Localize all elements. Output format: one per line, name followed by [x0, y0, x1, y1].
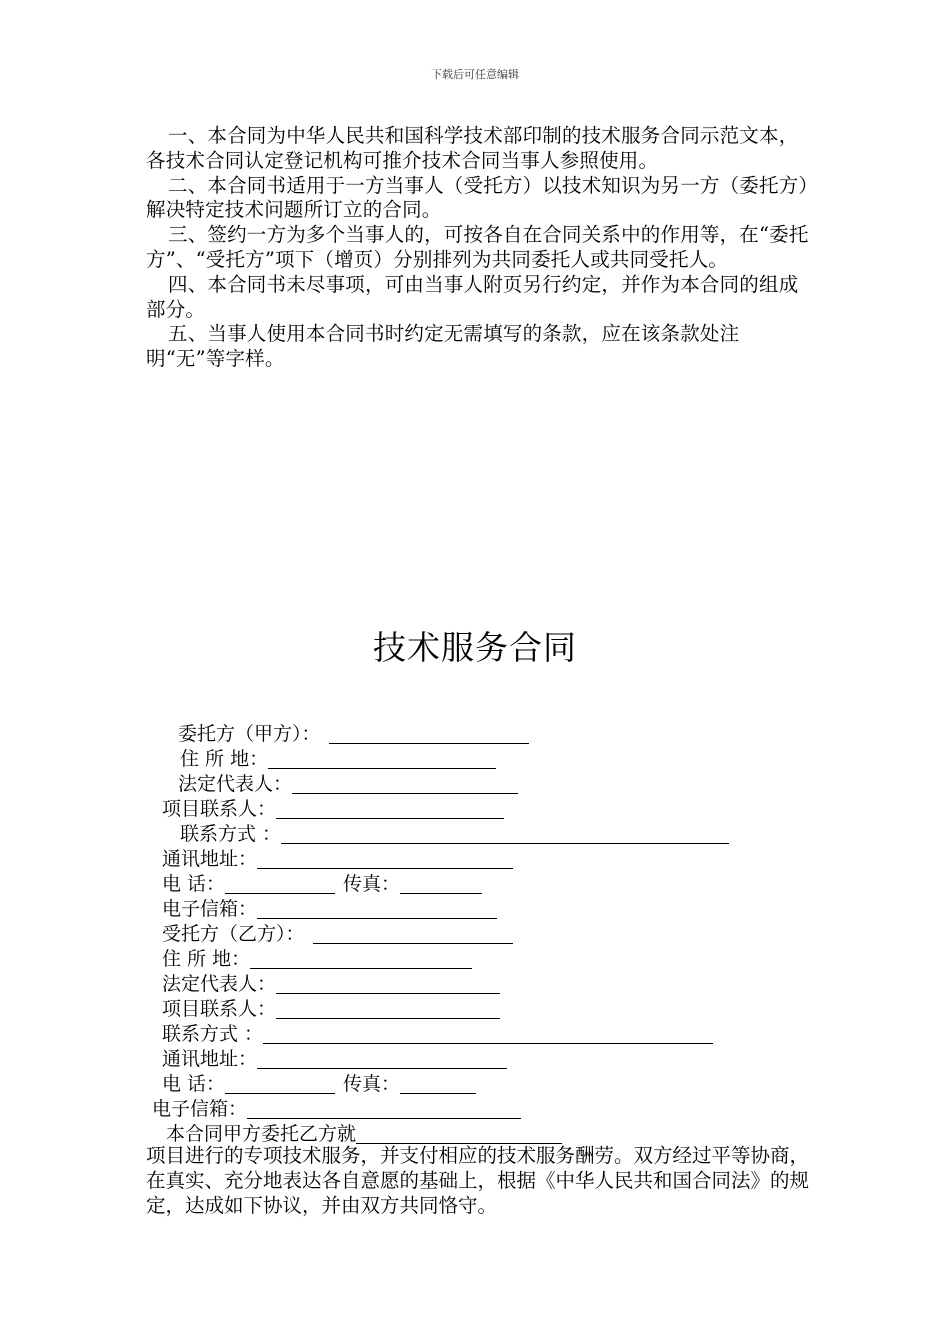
closing-body: 项目进行的专项技术服务，并支付相应的技术服务酬劳。双方经过平等协商，在真实、充分地表达各自意愿的基础上，根据《中华人民共和国合同法》的规定，达成如下协议，并由双方共同恪守。 [146, 1144, 810, 1217]
party-a-label: 委托方（甲方）： [178, 723, 321, 745]
party-a-email-row [162, 897, 497, 922]
party-b-phone-label: 电 话： [162, 1073, 226, 1095]
party-a-address-label: 住 所 地： [180, 748, 269, 770]
party-a-contact-person-field[interactable] [276, 798, 504, 819]
party-b-phone-row [162, 1072, 476, 1097]
closing-intro: 本合同甲方委托乙方就 [166, 1123, 357, 1145]
party-b-fax-field[interactable] [400, 1073, 476, 1094]
party-a-legal-rep-row [178, 772, 518, 797]
party-b-legal-rep-field[interactable] [276, 973, 500, 994]
party-b-email-field[interactable] [247, 1098, 521, 1119]
party-a-fax-label: 传真： [343, 873, 401, 895]
party-b-contact-method-field[interactable] [263, 1023, 713, 1044]
party-b-row [162, 922, 513, 947]
note-4: 四、本合同书未尽事项，可由当事人附页另行约定，并作为本合同的组成部分。 [146, 272, 799, 321]
party-a-fax-field[interactable] [400, 873, 482, 894]
party-a-legal-rep-field[interactable] [292, 773, 518, 794]
usage-notes [146, 124, 814, 372]
party-a-contact-person-row [162, 797, 504, 822]
contract-title: 技术服务合同 [373, 628, 577, 667]
party-b-name-field[interactable] [313, 923, 513, 944]
party-a-legal-rep-label: 法定代表人： [178, 773, 293, 795]
party-b-contact-person-label: 项目联系人： [162, 998, 277, 1020]
party-a-mail-address-row [162, 847, 513, 872]
party-a-row [178, 722, 529, 747]
note-1: 一、本合同为中华人民共和国科学技术部印制的技术服务合同示范文本，各技术合同认定登记机构可推介技术合同当事人参照使用。 [146, 124, 799, 172]
party-a-contact-method-label: 联系方式 ： [180, 823, 282, 845]
party-b-legal-rep-row [162, 972, 500, 997]
page-header: 下载后可任意编辑 [431, 68, 519, 81]
party-b-phone-field[interactable] [225, 1073, 335, 1094]
note-3: 三、签约一方为多个当事人的，可按各自在合同关系中的作用等，在“委托方”、“受托方”项下（增页）分别排列为共同委托人或共同受托人。 [146, 223, 809, 271]
party-a-mail-address-label: 通讯地址： [162, 848, 258, 870]
party-a-phone-label: 电 话： [162, 873, 226, 895]
party-b-address-row [162, 947, 472, 972]
party-a-email-field[interactable] [257, 898, 497, 919]
party-a-address-row [180, 747, 496, 772]
party-a-contact-method-field[interactable] [281, 823, 729, 844]
party-a-phone-row [162, 872, 482, 897]
party-a-phone-field[interactable] [225, 873, 335, 894]
party-b-legal-rep-label: 法定代表人： [162, 973, 277, 995]
party-b-contact-method-label: 联系方式 ： [162, 1023, 264, 1045]
party-b-mail-address-field[interactable] [257, 1048, 507, 1069]
party-b-address-label: 住 所 地： [162, 948, 251, 970]
party-b-label: 受托方（乙方）： [162, 923, 305, 945]
party-a-mail-address-field[interactable] [257, 848, 513, 869]
party-a-contact-person-label: 项目联系人： [162, 798, 277, 820]
party-b-contact-person-row [162, 997, 500, 1022]
party-a-name-field[interactable] [329, 723, 529, 744]
project-name-field[interactable] [356, 1123, 562, 1144]
party-a-contact-method-row [180, 822, 729, 847]
closing-paragraph [146, 1143, 814, 1218]
party-b-mail-address-row [162, 1047, 507, 1072]
party-b-address-field[interactable] [250, 948, 472, 969]
party-b-contact-person-field[interactable] [276, 998, 500, 1019]
party-a-address-field[interactable] [268, 748, 496, 769]
party-b-mail-address-label: 通讯地址： [162, 1048, 258, 1070]
note-5: 五、当事人使用本合同书时约定无需填写的条款，应在该条款处注明“无”等字样。 [146, 322, 740, 371]
party-b-email-row [152, 1097, 521, 1122]
party-b-fax-label: 传真： [343, 1073, 401, 1095]
party-b-email-label: 电子信箱： [152, 1098, 248, 1120]
party-a-email-label: 电子信箱： [162, 898, 258, 920]
note-2: 二、本合同书适用于一方当事人（受托方）以技术知识为另一方（委托方）解决特定技术问题所订立的合同。 [146, 173, 809, 222]
party-b-contact-method-row [162, 1022, 713, 1047]
